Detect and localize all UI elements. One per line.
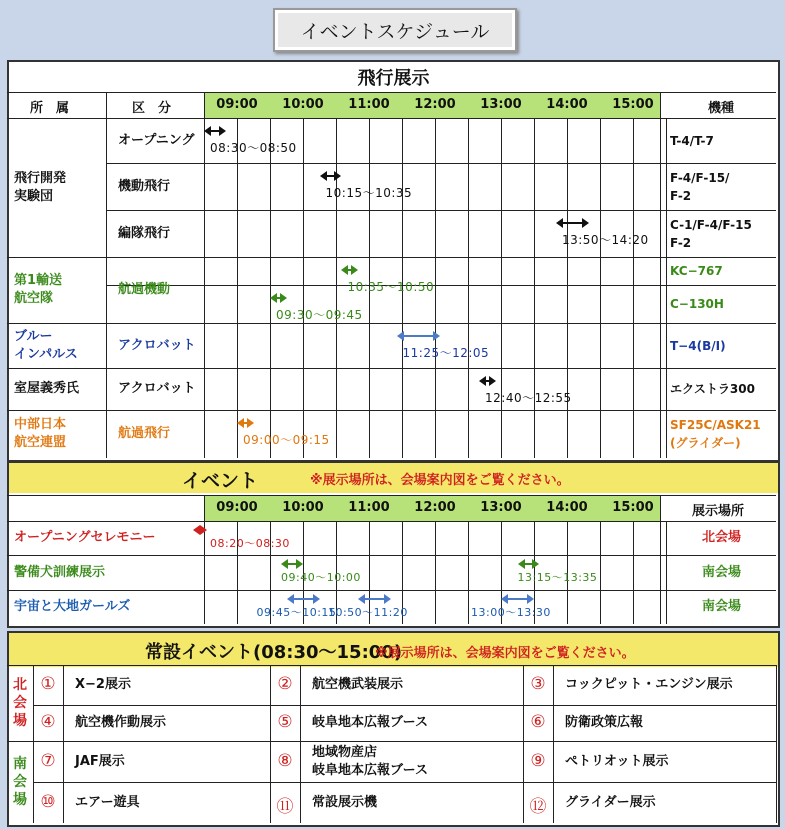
event-place: 北会場 [702,530,742,545]
flight-time-label: 13:00 [480,97,522,112]
flight-row-line [7,368,776,369]
hour-line [633,118,634,458]
flight-col-line [204,92,205,458]
event-name: オープニングセレモニー [14,530,156,545]
event-range-arrow-head-left [281,559,288,569]
event-header-line [7,495,776,496]
event-time-line [600,521,601,624]
event-range-label: 08:20〜08:30 [210,537,290,550]
perm-num-col-line [300,665,301,823]
south-zone: 南 会 場 [13,756,27,808]
time-range-arrow-shaft [401,335,437,337]
perm-number: ② [277,674,293,694]
time-range-arrow [397,330,441,342]
col-model: 機種 [708,101,735,116]
flight-row-line [7,410,776,411]
time-range-arrow [237,417,254,429]
event-range-arrow-head-right [313,594,320,604]
event-note: ※展示場所は、会場案内図をご覧ください。 [310,473,570,488]
model-label: C−130H [670,297,724,311]
event-range-arrow-head-left [358,594,365,604]
event-range-label: 09:45〜10:15 [256,606,337,619]
event-title: イベント [182,470,259,492]
perm-top-line [7,665,776,666]
group-label: ブルー インパルス [14,328,78,362]
time-range-label: 09:30〜09:45 [276,308,363,322]
event-range-label: 10:50〜11:20 [327,606,408,619]
flight-time-label: 09:00 [216,97,258,112]
perm-label: 防衛政策広報 [565,715,644,730]
half-hour-line [666,118,667,458]
event-col-line [204,495,205,624]
event-time-label: 09:00 [216,500,258,515]
event-range-arrow-head-right [532,559,539,569]
time-range-arrow-head-left [204,126,211,136]
event-time-label: 12:00 [414,500,456,515]
hour-line [567,118,568,458]
perm-num-col-line [553,665,554,823]
event-range-arrow-head-left [287,594,294,604]
model-label: F-4/F-15/ F-2 [670,170,730,203]
time-range-arrow-head-right [247,418,254,428]
perm-number: ③ [530,674,546,694]
flight-time-label: 14:00 [546,97,588,112]
perm-label: 航空機武装展示 [312,677,404,692]
perm-label: ペトリオット展示 [565,753,669,769]
model-label: T−4(B/I) [670,338,726,353]
flight-col-line [106,92,107,458]
perm-row-line [33,782,776,783]
flight-header-bottom [7,118,776,119]
event-range-arrow-head-right [200,525,207,535]
perm-number: ⑨ [530,750,546,771]
event-name: 警備犬訓練展示 [14,564,106,580]
time-range-arrow-head-right [582,218,589,228]
time-range-arrow-head-left [556,218,563,228]
flight-row-line [7,323,776,324]
hour-line [303,118,304,458]
time-range-arrow-head-right [280,293,287,303]
time-range-label: 11:25〜12:05 [402,346,490,360]
hour-line [501,118,502,458]
perm-label: JAF展示 [75,753,125,769]
event-range-arrow-head-right [527,594,534,604]
perm-col-line [33,665,34,823]
group-label: 室屋義秀氏 [14,381,80,396]
flight-row-line [106,163,776,164]
time-range-arrow-head-right [351,265,358,275]
half-hour-line [468,118,469,458]
time-range-arrow [479,375,496,387]
group-label: 第1輸送 航空隊 [14,273,63,306]
category-label: オープニング [118,132,195,148]
time-range-label: 10:35〜10:50 [347,280,435,294]
flight-time-label: 15:00 [612,97,654,112]
event-range-arrow-head-right [296,559,303,569]
flight-time-label: 10:00 [282,97,324,112]
time-range-arrow [270,292,287,304]
event-place: 南会場 [702,599,742,614]
perm-label: 常設展示機 [312,794,378,810]
perm-col-line [270,665,271,823]
time-range-label: 10:15〜10:35 [325,186,413,200]
event-header-bottom [7,521,776,522]
category-label: 編隊飛行 [118,225,171,241]
category-label: アクロバット [118,381,196,396]
time-range-arrow-head-left [341,265,348,275]
perm-num-col-line [63,665,64,823]
event-time-line [666,521,667,624]
schedule-title-text: イベントスケジュール [300,20,490,43]
event-range-label: 13:00〜13:30 [471,606,551,619]
event-range-label: 13:15〜13:35 [517,571,598,584]
perm-number: ⑫ [529,796,547,817]
hour-line [237,118,238,458]
perm-zone-line [7,741,776,742]
perm-col-line [523,665,524,823]
col-category: 区 分 [132,101,172,116]
category-label: アクロバット [118,337,196,353]
flight-panel [7,60,780,462]
north-zone: 北 会 場 [13,677,27,729]
event-range-arrow-head-right [384,594,391,604]
half-hour-line [600,118,601,458]
perm-number: ⑧ [277,750,293,771]
event-name: 宇宙と大地ガールズ [14,599,131,614]
group-label: 飛行開発 実験団 [14,170,67,204]
event-row-line [7,555,776,556]
permanent-title: 常設イベント(08:30〜15:00) [145,642,403,663]
time-range-arrow [341,264,358,276]
perm-number: ⑪ [276,796,294,817]
perm-number: ④ [40,712,56,732]
perm-label: グライダー展示 [565,794,656,810]
model-label: SF25C/ASK21 (グライダー) [670,418,761,450]
time-range-label: 13:50〜14:20 [561,233,649,247]
time-range-label: 12:40〜12:55 [485,391,572,405]
event-time-line [435,521,436,624]
hour-line [435,118,436,458]
time-range-arrow-head-left [479,376,486,386]
time-range-arrow-head-left [270,293,277,303]
time-range-arrow-head-right [334,171,341,181]
permanent-note: ※展示場所は、会場案内図をご覧ください。 [375,646,635,661]
perm-number: ① [40,674,56,694]
event-range-arrow-head-left [518,559,525,569]
flight-header-line [7,92,776,93]
flight-time-label: 11:00 [348,97,390,112]
event-place: 南会場 [702,564,742,580]
flight-col-line [660,92,661,458]
time-range-arrow-head-right [219,126,226,136]
perm-label: X−2展示 [75,677,131,692]
time-range-arrow-head-left [320,171,327,181]
event-range-arrow [193,524,207,536]
perm-row-line [33,705,776,706]
schedule-title [273,8,517,52]
flight-title: 飛行展示 [357,68,430,89]
perm-label: コックピット・エンジン展示 [565,677,733,692]
event-time-line [633,521,634,624]
category-label: 航過飛行 [118,426,171,441]
flight-row-line [7,257,776,258]
flight-time-label: 12:00 [414,97,456,112]
time-range-arrow-head-left [237,418,244,428]
perm-col-line [776,665,777,823]
model-label: KC−767 [670,264,723,278]
time-range-arrow-head-right [433,331,440,341]
group-label: 中部日本 航空連盟 [14,417,67,450]
time-range-arrow-head-left [397,331,404,341]
flight-header [9,62,778,92]
perm-number: ⑤ [277,712,293,732]
event-time-label: 13:00 [480,500,522,515]
perm-number: ⑩ [40,791,56,812]
perm-label: 岐阜地本広報ブース [312,715,428,730]
event-time-line [468,521,469,624]
model-label: エクストラ300 [670,382,755,396]
event-range-arrow-head-left [501,594,508,604]
flight-row-line [106,285,776,286]
time-range-label: 08:30〜08:50 [210,141,297,155]
col-place: 展示場所 [692,504,745,519]
half-hour-line [270,118,271,458]
event-time-label: 15:00 [612,500,654,515]
col-affil: 所 属 [30,101,70,116]
perm-label: 航空機作動展示 [75,715,167,730]
perm-label: 地域物産店 岐阜地本広報ブース [312,744,428,778]
event-col-line [660,495,661,624]
perm-number: ⑦ [40,750,56,771]
event-time-label: 11:00 [348,500,390,515]
event-range-label: 09:40〜10:00 [281,571,361,584]
half-hour-line [534,118,535,458]
time-range-arrow [204,125,226,137]
flight-row-line [106,210,776,211]
time-range-arrow [320,170,342,182]
perm-number: ⑥ [530,712,546,732]
event-time-label: 10:00 [282,500,324,515]
time-range-label: 09:00〜09:15 [243,433,330,447]
event-time-label: 14:00 [546,500,588,515]
category-label: 航過機動 [118,282,171,297]
perm-label: エアー遊具 [75,794,140,810]
model-label: T-4/T-7 [670,133,714,148]
category-label: 機動飛行 [118,178,171,194]
half-hour-line [336,118,337,458]
event-row-line [7,590,776,591]
model-label: C-1/F-4/F-15 F-2 [670,217,752,250]
time-range-arrow [556,217,589,229]
event-range-arrow-head-left [193,525,200,535]
time-range-arrow-head-right [489,376,496,386]
